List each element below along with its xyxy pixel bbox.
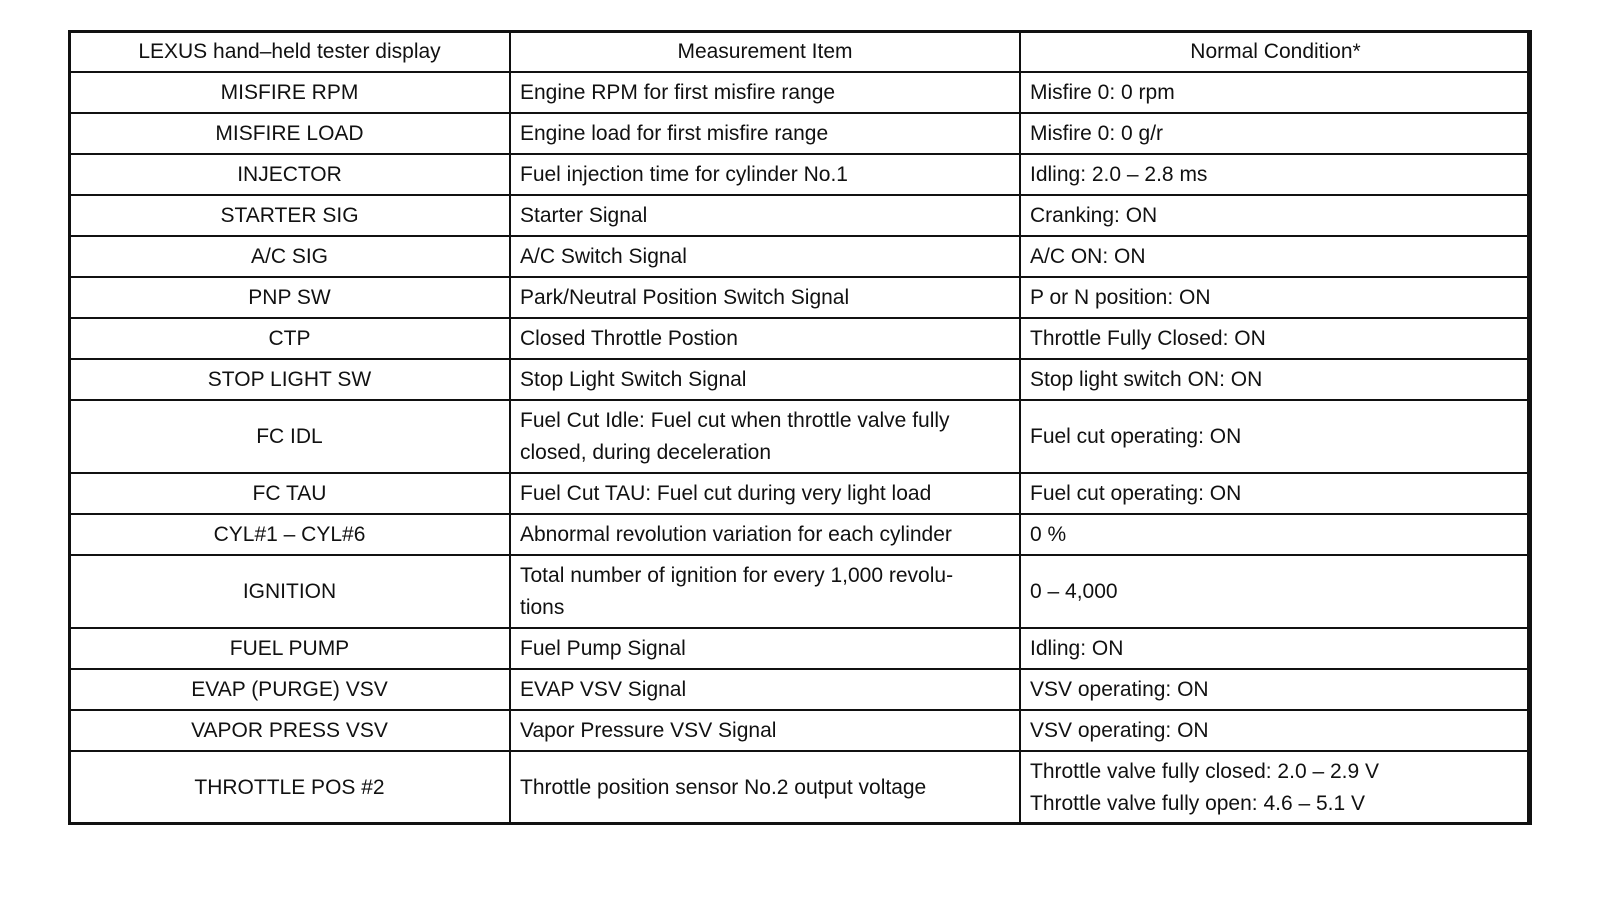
cell-measurement-item — [510, 318, 1020, 359]
normal-condition-line: Idling: 2.0 – 2.8 ms — [1030, 162, 1208, 186]
normal-condition-line: 0 – 4,000 — [1030, 579, 1118, 603]
table-row — [69, 113, 1531, 154]
normal-condition-line: Idling: ON — [1030, 636, 1124, 660]
cell-normal-condition — [1020, 473, 1531, 514]
table-row — [69, 277, 1531, 318]
measurement-item-line: Engine RPM for first misfire range — [520, 80, 836, 104]
cell-measurement-item — [510, 359, 1020, 400]
normal-condition-line: P or N position: ON — [1030, 285, 1211, 309]
table-row — [69, 236, 1531, 277]
table-row — [69, 514, 1531, 555]
cell-measurement-item — [510, 514, 1020, 555]
cell-normal-condition — [1020, 359, 1531, 400]
cell-measurement-item — [510, 72, 1020, 113]
header-measurement-item: Measurement Item — [510, 31, 1020, 72]
cell-tester-display: A/C SIG — [69, 236, 510, 277]
normal-condition-line: Stop light switch ON: ON — [1030, 367, 1263, 391]
table-row — [69, 195, 1531, 236]
cell-tester-display: INJECTOR — [69, 154, 510, 195]
normal-condition-line: Misfire 0: 0 rpm — [1030, 80, 1175, 104]
table-row — [69, 628, 1531, 669]
cell-tester-display: VAPOR PRESS VSV — [69, 710, 510, 751]
cell-measurement-item — [510, 277, 1020, 318]
table-row — [69, 473, 1531, 514]
cell-normal-condition — [1020, 277, 1531, 318]
table-row — [69, 318, 1531, 359]
measurement-item-line: Throttle position sensor No.2 output voltage — [520, 775, 927, 799]
diagnostic-data-table-container — [68, 30, 1530, 825]
cell-normal-condition — [1020, 400, 1531, 473]
cell-measurement-item — [510, 113, 1020, 154]
measurement-item-line: Fuel Pump Signal — [520, 636, 686, 660]
cell-tester-display: FC TAU — [69, 473, 510, 514]
table-header — [69, 31, 1531, 72]
table-row — [69, 359, 1531, 400]
cell-measurement-item — [510, 236, 1020, 277]
diagnostic-data-table — [68, 30, 1532, 825]
measurement-item-line: Park/Neutral Position Switch Signal — [520, 285, 850, 309]
measurement-item-line: EVAP VSV Signal — [520, 677, 687, 701]
cell-normal-condition — [1020, 113, 1531, 154]
table-row — [69, 72, 1531, 113]
cell-measurement-item — [510, 195, 1020, 236]
cell-tester-display: MISFIRE RPM — [69, 72, 510, 113]
cell-tester-display: MISFIRE LOAD — [69, 113, 510, 154]
cell-normal-condition — [1020, 236, 1531, 277]
cell-normal-condition — [1020, 318, 1531, 359]
cell-normal-condition — [1020, 669, 1531, 710]
table-row — [69, 154, 1531, 195]
header-tester-display: LEXUS hand–held tester display — [69, 31, 510, 72]
normal-condition-line: Cranking: ON — [1030, 203, 1158, 227]
cell-normal-condition — [1020, 72, 1531, 113]
cell-tester-display: IGNITION — [69, 555, 510, 628]
normal-condition-line: Misfire 0: 0 g/r — [1030, 121, 1164, 145]
cell-measurement-item — [510, 710, 1020, 751]
measurement-item-line: Fuel Cut TAU: Fuel cut during very light load — [520, 481, 932, 505]
cell-tester-display: EVAP (PURGE) VSV — [69, 669, 510, 710]
table-row — [69, 669, 1531, 710]
header-normal-condition: Normal Condition* — [1020, 31, 1531, 72]
measurement-item-line: Fuel injection time for cylinder No.1 — [520, 162, 848, 186]
cell-tester-display: FUEL PUMP — [69, 628, 510, 669]
measurement-item-line: Stop Light Switch Signal — [520, 367, 747, 391]
normal-condition-line: Throttle valve fully open: 4.6 – 5.1 V — [1030, 791, 1366, 815]
cell-normal-condition — [1020, 514, 1531, 555]
measurement-item-line: Engine load for first misfire range — [520, 121, 829, 145]
cell-normal-condition — [1020, 555, 1531, 628]
measurement-item-line: Abnormal revolution variation for each cylinder — [520, 522, 952, 546]
cell-measurement-item — [510, 628, 1020, 669]
cell-tester-display: THROTTLE POS #2 — [69, 751, 510, 824]
normal-condition-line: Fuel cut operating: ON — [1030, 424, 1242, 448]
cell-measurement-item — [510, 669, 1020, 710]
cell-tester-display: PNP SW — [69, 277, 510, 318]
table-row — [69, 751, 1531, 824]
cell-measurement-item — [510, 555, 1020, 628]
table-row — [69, 400, 1531, 473]
normal-condition-line: 0 % — [1030, 522, 1067, 546]
normal-condition-line: Throttle Fully Closed: ON — [1030, 326, 1266, 350]
cell-tester-display: CYL#1 – CYL#6 — [69, 514, 510, 555]
cell-tester-display: STOP LIGHT SW — [69, 359, 510, 400]
cell-normal-condition — [1020, 628, 1531, 669]
cell-measurement-item — [510, 154, 1020, 195]
table-body — [69, 72, 1531, 824]
cell-measurement-item — [510, 751, 1020, 824]
measurement-item-line: Starter Signal — [520, 203, 648, 227]
cell-normal-condition — [1020, 154, 1531, 195]
measurement-item-line: tions — [520, 595, 565, 619]
measurement-item-line: Fuel Cut Idle: Fuel cut when throttle valve fully — [520, 408, 950, 432]
normal-condition-line: VSV operating: ON — [1030, 677, 1209, 701]
measurement-item-line: closed, during deceleration — [520, 440, 771, 464]
normal-condition-line: Fuel cut operating: ON — [1030, 481, 1242, 505]
header-row — [69, 31, 1531, 72]
cell-measurement-item — [510, 400, 1020, 473]
cell-tester-display: CTP — [69, 318, 510, 359]
cell-normal-condition — [1020, 751, 1531, 824]
cell-measurement-item — [510, 473, 1020, 514]
measurement-item-line: Vapor Pressure VSV Signal — [520, 718, 777, 742]
measurement-item-line: Closed Throttle Postion — [520, 326, 738, 350]
normal-condition-line: A/C ON: ON — [1030, 244, 1146, 268]
measurement-item-line: Total number of ignition for every 1,000 revolu- — [520, 563, 954, 587]
measurement-item-line: A/C Switch Signal — [520, 244, 687, 268]
cell-tester-display: STARTER SIG — [69, 195, 510, 236]
normal-condition-line: Throttle valve fully closed: 2.0 – 2.9 V — [1030, 759, 1380, 783]
table-row — [69, 555, 1531, 628]
cell-normal-condition — [1020, 710, 1531, 751]
table-row — [69, 710, 1531, 751]
cell-normal-condition — [1020, 195, 1531, 236]
normal-condition-line: VSV operating: ON — [1030, 718, 1209, 742]
cell-tester-display: FC IDL — [69, 400, 510, 473]
